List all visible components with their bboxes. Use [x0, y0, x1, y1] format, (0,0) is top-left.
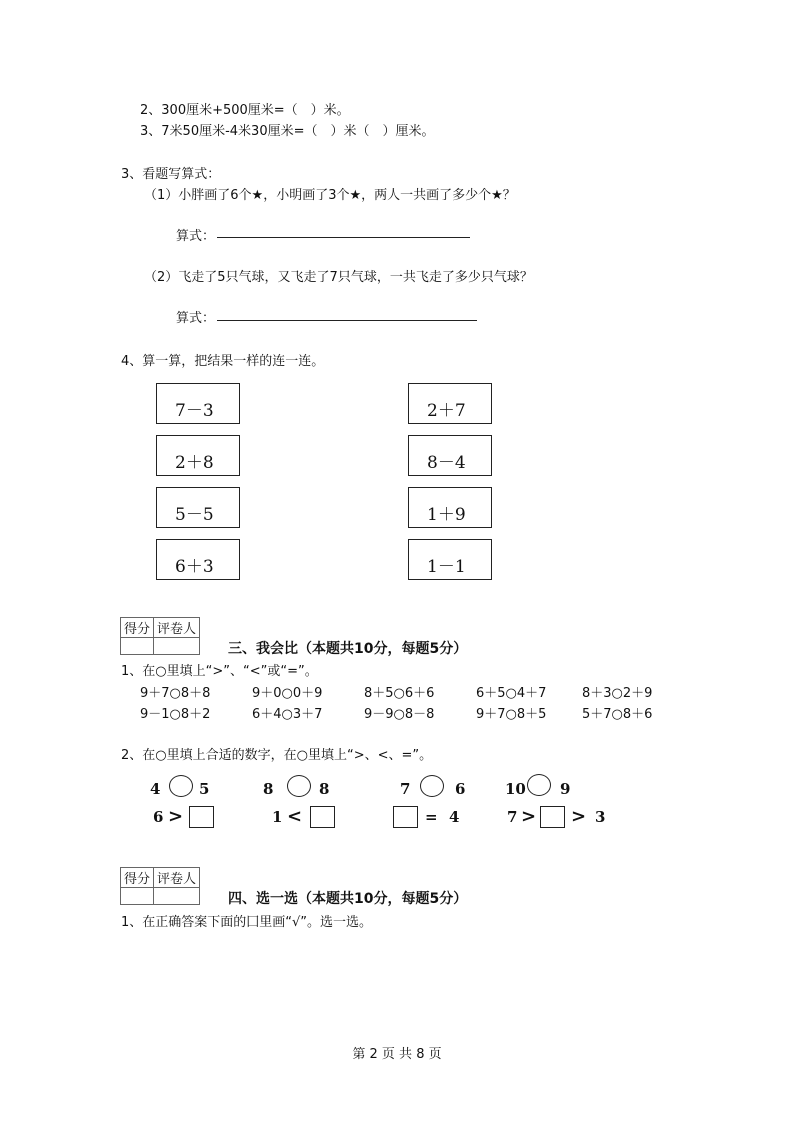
left-box-3-text: 5－5: [175, 505, 214, 525]
compare-2-5[interactable]: 5＋7○8＋6: [582, 707, 653, 722]
box-3-num: 4: [449, 808, 460, 826]
q3-formula-label-1: 算式：: [176, 229, 216, 244]
right-box-2-text: 8－4: [427, 453, 466, 473]
left-box-2[interactable]: [156, 435, 240, 476]
answer-line-1[interactable]: [217, 237, 470, 238]
circle-2-b: 8: [319, 780, 330, 798]
q2-item-2: 3、7米50厘米-4米30厘米=（ ）米（ ）厘米。: [140, 124, 435, 139]
box-4-op2: >: [571, 806, 587, 827]
box-2-num: 1: [272, 808, 283, 826]
score-cell[interactable]: [121, 638, 154, 655]
compare-1-4[interactable]: 6＋5○4＋7: [476, 686, 547, 701]
circle-1-b: 5: [199, 780, 210, 798]
compare-2-4[interactable]: 9＋7○8＋5: [476, 707, 547, 722]
compare-1-5[interactable]: 8＋3○2＋9: [582, 686, 653, 701]
grader-cell[interactable]: [154, 638, 200, 655]
score-table-4: [120, 867, 200, 905]
compare-1-3[interactable]: 8＋5○6＋6: [364, 686, 435, 701]
right-box-3-text: 1＋9: [427, 505, 466, 525]
section3-q1-title: 1、在○里填上“>”、“<”或“=”。: [121, 664, 318, 679]
circle-4-b: 9: [560, 780, 571, 798]
right-box-1-text: 2＋7: [427, 401, 466, 421]
left-box-1[interactable]: [156, 383, 240, 424]
right-box-4-text: 1－1: [427, 557, 466, 577]
box-1-num: 6: [153, 808, 164, 826]
score-label: 得分: [121, 618, 154, 638]
box-3-op: =: [425, 808, 438, 826]
answer-circle-4[interactable]: [527, 774, 551, 796]
q3-sub1: （1）小胖画了6个★，小明画了3个★，两人一共画了多少个★？: [144, 188, 516, 203]
left-box-1-text: 7－3: [175, 401, 214, 421]
right-box-1[interactable]: [408, 383, 492, 424]
answer-box-1[interactable]: [189, 806, 214, 828]
box-4-num: 7: [507, 808, 518, 826]
box-4-num2: 3: [595, 808, 606, 826]
answer-circle-1[interactable]: [169, 775, 193, 797]
answer-line-2[interactable]: [217, 320, 477, 321]
q3-title: 3、看题写算式：: [121, 167, 221, 182]
q2-item-1: 2、300厘米+500厘米=（ ）米。: [140, 103, 350, 118]
section4-q1-title: 1、在正确答案下面的囗里画“√”。选一选。: [121, 915, 373, 930]
section4-title: 四、选一选（本题共10分，每题5分）: [228, 891, 468, 907]
circle-2-a: 8: [263, 780, 274, 798]
box-1-op: >: [168, 806, 184, 827]
circle-4-a: 10: [505, 780, 526, 798]
answer-box-4[interactable]: [540, 806, 565, 828]
left-box-4[interactable]: [156, 539, 240, 580]
section3-q2-title: 2、在○里填上合适的数字，在○里填上“>、<、=”。: [121, 748, 433, 763]
q4-title: 4、算一算，把结果一样的连一连。: [121, 354, 325, 369]
section3-title: 三、我会比（本题共10分，每题5分）: [228, 641, 468, 657]
compare-2-3[interactable]: 9－9○8－8: [364, 707, 435, 722]
right-box-4[interactable]: [408, 539, 492, 580]
q3-formula-label-2: 算式：: [176, 311, 216, 326]
grader-label: 评卷人: [154, 618, 200, 638]
score-cell[interactable]: [121, 888, 154, 905]
left-box-2-text: 2＋8: [175, 453, 214, 473]
circle-1-a: 4: [150, 780, 161, 798]
left-box-3[interactable]: [156, 487, 240, 528]
answer-circle-2[interactable]: [287, 775, 311, 797]
answer-box-2[interactable]: [310, 806, 335, 828]
grader-label: 评卷人: [154, 868, 200, 888]
compare-2-1[interactable]: 9－1○8＋2: [140, 707, 211, 722]
left-box-4-text: 6＋3: [175, 557, 214, 577]
circle-3-a: 7: [400, 780, 411, 798]
answer-circle-3[interactable]: [420, 775, 444, 797]
right-box-2[interactable]: [408, 435, 492, 476]
box-4-op1: >: [521, 806, 537, 827]
compare-2-2[interactable]: 6＋4○3＋7: [252, 707, 323, 722]
circle-3-b: 6: [455, 780, 466, 798]
box-2-op: <: [287, 806, 303, 827]
answer-box-3[interactable]: [393, 806, 418, 828]
score-table-3: [120, 617, 200, 655]
compare-1-2[interactable]: 9＋0○0＋9: [252, 686, 323, 701]
right-box-3[interactable]: [408, 487, 492, 528]
q3-sub2: （2）飞走了5只气球，又飞走了7只气球，一共飞走了多少只气球？: [144, 270, 533, 285]
score-label: 得分: [121, 868, 154, 888]
compare-1-1[interactable]: 9＋7○8＋8: [140, 686, 211, 701]
page-footer: 第 2 页 共 8 页: [352, 1047, 442, 1062]
grader-cell[interactable]: [154, 888, 200, 905]
